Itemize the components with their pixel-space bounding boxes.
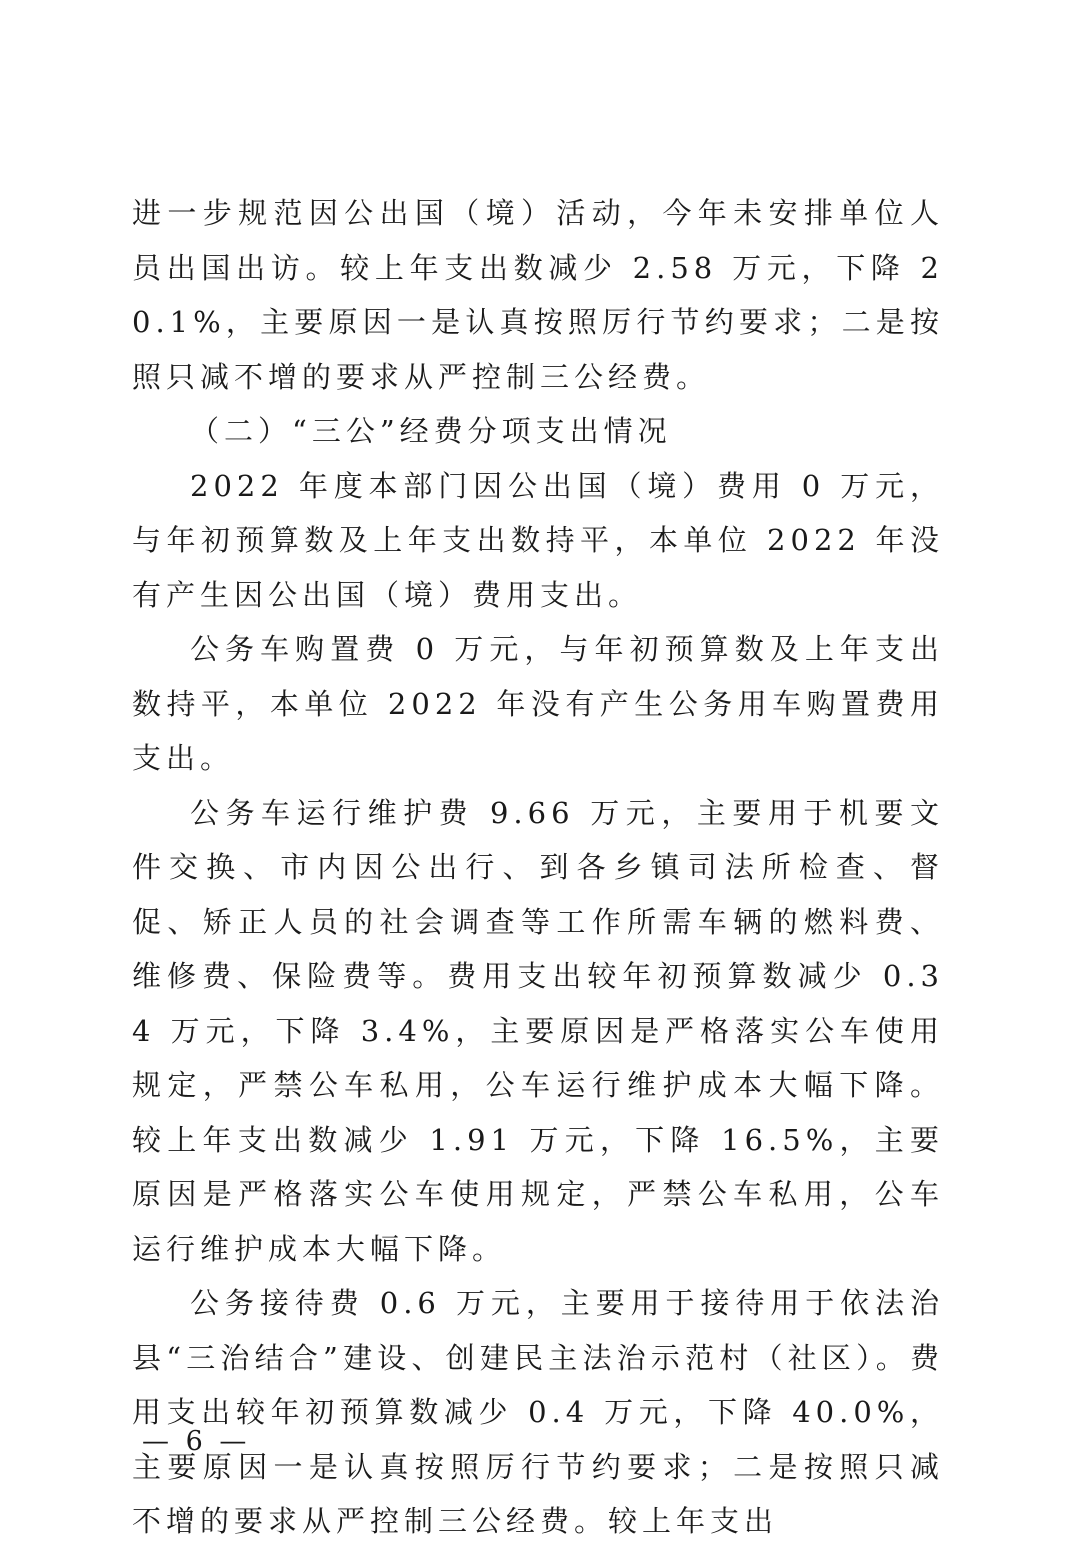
paragraph-vehicle-purchase: 公务车购置费 0 万元，与年初预算数及上年支出数持平，本单位 2022 年没有产生公务用车购置费用支出。 — [132, 632, 944, 775]
paragraph-reception-expense: 公务接待费 0.6 万元，主要用于接待用于依法治县“三治结合”建设、创建民主法治示范村（社区）。费用支出较年初预算数减少 0.4 万元，下降 40.0%，主要原因一是认真按照厉行节约要求；二是按照只减不增的要求从严控制三公经费。较上年支出 — [132, 1286, 944, 1538]
document-body — [132, 186, 944, 1549]
paragraph-vehicle-operation: 公务车运行维护费 9.66 万元，主要用于机要文件交换、市内因公出行、到各乡镇司法所检查、督促、矫正人员的社会调查等工作所需车辆的燃料费、维修费、保险费等。费用支出较年初预算数减少 0.34 万元，下降 3.4%，主要原因是严格落实公车使用规定，严禁公车私用，公车运行维护成本大幅下降。较上年支出数减少 1.91 万元，下降 16.5%，主要原因是严格落实公车使用规定，严禁公车私用，公车运行维护成本大幅下降。 — [132, 795, 944, 1266]
paragraph-continuation: 进一步规范因公出国（境）活动，今年未安排单位人员出国出访。较上年支出数减少 2.58 万元，下降 20.1%，主要原因一是认真按照厉行节约要求；二是按照只减不增的要求从严控制三公经费。 — [132, 196, 944, 394]
paragraph-overseas-expense: 2022 年度本部门因公出国（境）费用 0 万元，与年初预算数及上年支出数持平，本单位 2022 年没有产生因公出国（境）费用支出。 — [132, 468, 944, 612]
section-heading: （二）“三公”经费分项支出情况 — [190, 414, 672, 448]
page-number: — 6 — — [142, 1426, 251, 1457]
